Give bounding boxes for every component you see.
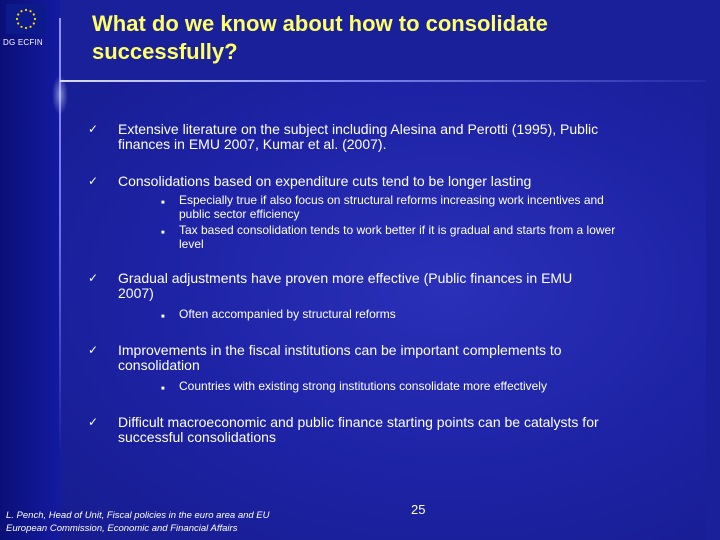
flag-star (20, 26, 22, 28)
bullet-text: Gradual adjustments have proven more effective (Public finances in EMU (118, 270, 573, 286)
eu-flag-icon (6, 4, 46, 34)
check-icon: ✓ (88, 122, 99, 136)
square-bullet-icon: ■ (161, 230, 165, 236)
title-line-2: successfully? (92, 39, 238, 64)
flag-star (20, 10, 22, 12)
square-bullet-icon: ■ (161, 386, 165, 392)
bullet-text: successful consolidations (118, 429, 276, 445)
page-title (92, 10, 692, 66)
flag-star (33, 22, 35, 24)
bullet-list (88, 122, 678, 445)
bullet-item (88, 343, 678, 393)
sub-bullet-text: public sector efficiency (179, 207, 300, 221)
flag-star (29, 26, 31, 28)
sub-bullet-text: Often accompanied by structural reforms (179, 307, 396, 321)
flag-star (34, 18, 36, 20)
sub-bullet-text: Tax based consolidation tends to work better if it is gradual and starts from a lower (179, 223, 616, 237)
left-band (0, 0, 60, 540)
page-number: 25 (411, 502, 426, 517)
square-bullet-icon: ■ (161, 200, 165, 206)
flag-star (17, 13, 19, 15)
footer-line-2: European Commission, Economic and Financial Affairs (6, 523, 238, 534)
flag-star (16, 18, 18, 20)
bullet-item (88, 415, 678, 445)
check-icon: ✓ (88, 343, 99, 357)
bullet-text: Consolidations based on expenditure cuts tend to be longer lasting (118, 173, 532, 189)
logo-caption: DG ECFIN (3, 38, 43, 47)
sub-bullet-item (118, 193, 678, 221)
square-bullet-icon: ■ (161, 314, 165, 320)
bullet-text: Improvements in the fiscal institutions can be important complements to (118, 342, 562, 358)
bullet-item (88, 122, 678, 152)
bullet-text: Difficult macroeconomic and public finance starting points can be catalysts for (118, 414, 599, 430)
check-icon: ✓ (88, 174, 99, 188)
sub-bullet-text: Especially true if also focus on structural reforms increasing work incentives and (179, 193, 604, 207)
bullet-item (88, 174, 678, 251)
flag-star (17, 22, 19, 24)
flag-star (29, 10, 31, 12)
bullet-text: Extensive literature on the subject including Alesina and Perotti (1995), Public (118, 121, 599, 137)
check-icon: ✓ (88, 415, 99, 429)
bullet-text: consolidation (118, 357, 200, 373)
flag-star (25, 27, 27, 29)
bullet-text: 2007) (118, 285, 154, 301)
flag-star (25, 9, 27, 11)
check-icon: ✓ (88, 271, 99, 285)
sub-bullet-text: level (179, 237, 204, 251)
title-line-1: What do we know about how to consolidate (92, 11, 548, 36)
flag-star (33, 13, 35, 15)
footer-credit (6, 509, 270, 535)
sub-bullet-text: Countries with existing strong institutions consolidate more effectively (179, 379, 547, 393)
bullet-item (88, 271, 678, 321)
sub-bullet-item (118, 223, 678, 251)
horizontal-divider (60, 80, 706, 82)
bullet-text: finances in EMU 2007, Kumar et al. (2007). (118, 136, 387, 152)
sub-bullet-item (118, 307, 678, 321)
footer-line-1: L. Pench, Head of Unit, Fiscal policies in the euro area and EU (6, 510, 270, 521)
sub-bullet-item (118, 379, 678, 393)
